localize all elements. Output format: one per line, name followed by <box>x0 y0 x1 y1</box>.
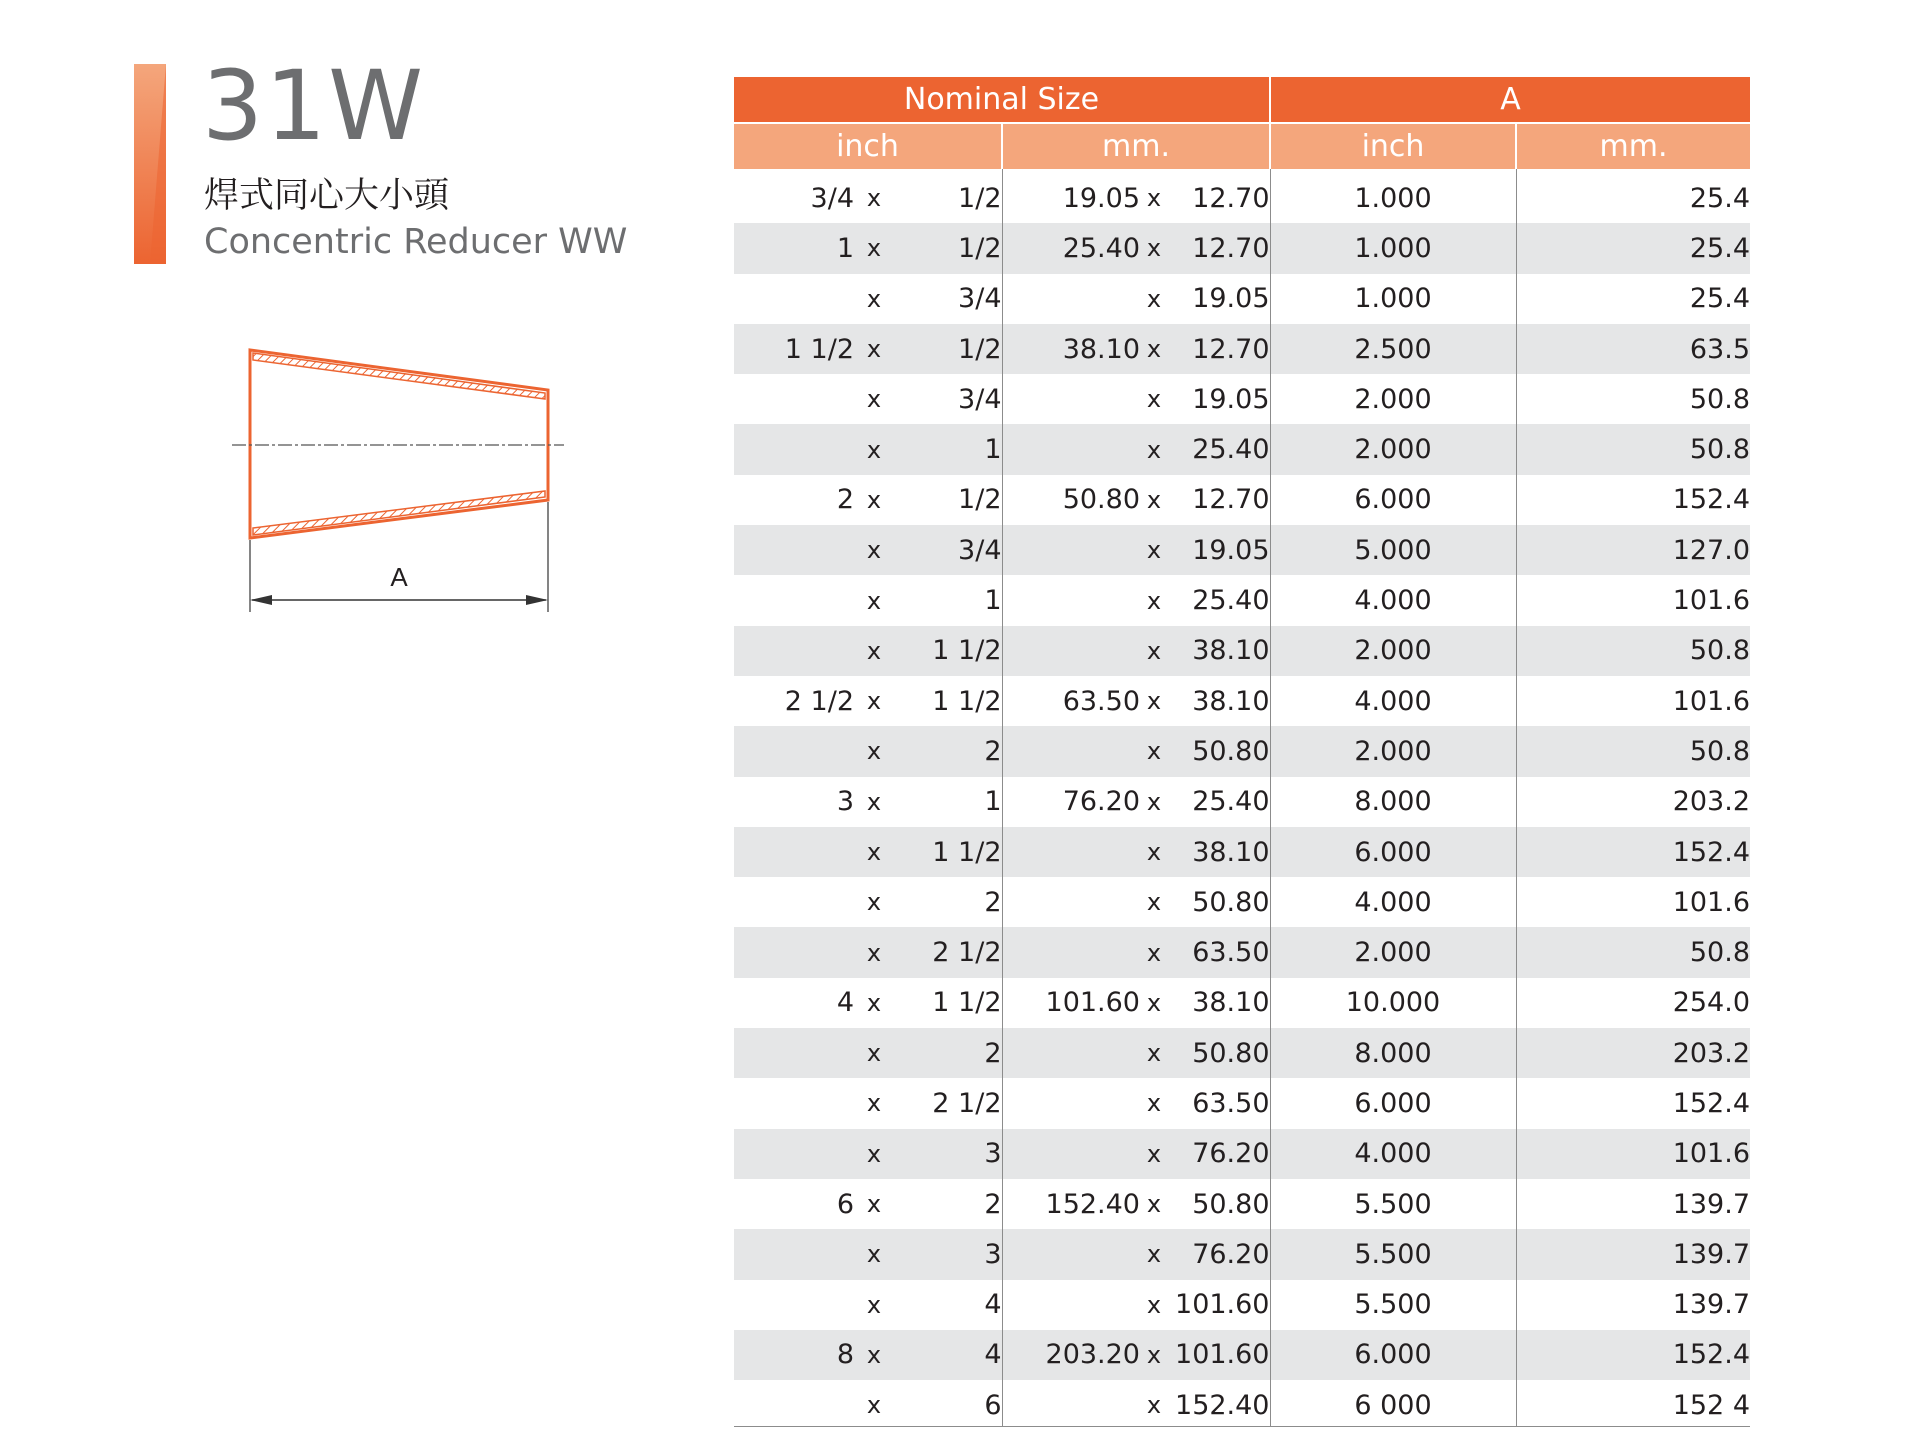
times-sign: x <box>866 1290 882 1319</box>
times-sign: x <box>854 1229 894 1279</box>
nominal-inch-small: 2 1/2 <box>894 1078 1002 1128</box>
nominal-mm-large <box>1002 1229 1140 1279</box>
times-sign: x <box>1140 827 1168 877</box>
table-row <box>734 324 1750 374</box>
length-a-inch: 2.000 <box>1270 927 1516 977</box>
table-row <box>734 1028 1750 1078</box>
nominal-mm-large <box>1002 726 1140 776</box>
table-row <box>734 927 1750 977</box>
length-a-inch: 10.000 <box>1270 978 1516 1028</box>
length-a-inch: 5.500 <box>1270 1280 1516 1330</box>
times-sign: x <box>1146 1290 1162 1319</box>
table-row <box>734 1129 1750 1179</box>
nominal-mm-small: 19.05 <box>1168 374 1270 424</box>
times-sign: x <box>866 1190 882 1219</box>
nominal-inch-large: 3 <box>836 786 854 818</box>
table-row <box>734 1380 1750 1430</box>
times-sign: x <box>866 888 882 917</box>
length-a-inch: 6.000 <box>1270 827 1516 877</box>
table-row <box>734 877 1750 927</box>
length-a-inch: 2.500 <box>1270 324 1516 374</box>
nominal-inch-small: 3 <box>894 1229 1002 1279</box>
times-sign: x <box>1146 787 1162 816</box>
times-sign: x <box>1140 223 1168 273</box>
length-a-mm: 203.2 <box>1672 786 1750 818</box>
nominal-mm-large <box>1002 424 1140 474</box>
table-row <box>734 978 1750 1028</box>
length-a-mm: 63.5 <box>1516 324 1750 374</box>
subheader-nominal-mm: mm. <box>1002 123 1270 169</box>
nominal-inch-large <box>734 1380 854 1430</box>
times-sign: x <box>854 827 894 877</box>
times-sign: x <box>854 324 894 374</box>
nominal-mm-large: 19.05 <box>1062 182 1140 214</box>
nominal-inch-small: 1 1/2 <box>894 676 1002 726</box>
nominal-inch-small: 1 <box>894 424 1002 474</box>
length-a-mm: 139.7 <box>1672 1188 1750 1220</box>
nominal-mm-small: 38.10 <box>1168 978 1270 1028</box>
nominal-mm-small: 76.20 <box>1168 1129 1270 1179</box>
times-sign: x <box>1146 184 1162 213</box>
nominal-mm-small: 38.10 <box>1168 676 1270 726</box>
times-sign: x <box>854 1330 894 1380</box>
nominal-mm-large <box>1002 827 1140 877</box>
nominal-inch-large: 8 <box>734 1330 854 1380</box>
header-a: A <box>1270 77 1750 123</box>
length-a-inch: 6.000 <box>1270 1330 1516 1380</box>
times-sign: x <box>866 485 882 514</box>
table-row <box>734 223 1750 273</box>
dimension-table <box>734 77 1750 1427</box>
times-sign: x <box>1146 687 1162 716</box>
nominal-mm-large <box>1002 374 1140 424</box>
table-row <box>734 1179 1750 1229</box>
length-a-mm: 101.6 <box>1672 886 1750 918</box>
times-sign: x <box>1140 1028 1168 1078</box>
nominal-inch-large <box>734 525 854 575</box>
length-a-mm: 50.8 <box>1516 927 1750 977</box>
length-a-mm: 139.7 <box>1672 1289 1750 1321</box>
times-sign: x <box>866 184 882 213</box>
times-sign: x <box>1140 525 1168 575</box>
table-row <box>734 575 1750 625</box>
length-a-mm: 152.4 <box>1672 484 1750 516</box>
nominal-mm-small: 63.50 <box>1168 927 1270 977</box>
nominal-inch-small: 2 1/2 <box>894 927 1002 977</box>
nominal-mm-small: 50.80 <box>1168 726 1270 776</box>
times-sign: x <box>854 1380 894 1430</box>
nominal-mm-large <box>1002 1078 1140 1128</box>
nominal-inch-large <box>734 1129 854 1179</box>
nominal-inch-large: 3/4 <box>810 182 854 214</box>
times-sign: x <box>1146 988 1162 1017</box>
nominal-mm-large: 25.40 <box>1002 223 1140 273</box>
nominal-mm-small: 38.10 <box>1168 626 1270 676</box>
length-a-inch: 8.000 <box>1270 1028 1516 1078</box>
times-sign: x <box>1146 284 1162 313</box>
product-title-english: Concentric Reducer WW <box>204 222 628 262</box>
length-a-inch: 1.000 <box>1270 223 1516 273</box>
nominal-mm-small: 12.70 <box>1168 173 1270 223</box>
length-a-inch: 6 000 <box>1270 1380 1516 1430</box>
subheader-nominal-inch: inch <box>734 123 1002 169</box>
length-a-mm: 127.0 <box>1516 525 1750 575</box>
nominal-mm-large <box>1002 575 1140 625</box>
nominal-inch-large <box>734 827 854 877</box>
table-row <box>734 676 1750 726</box>
times-sign: x <box>1146 1089 1162 1118</box>
nominal-mm-large <box>1002 927 1140 977</box>
nominal-inch-small: 1 <box>894 777 1002 827</box>
times-sign: x <box>1140 324 1168 374</box>
nominal-inch-small: 1/2 <box>894 173 1002 223</box>
times-sign: x <box>854 726 894 776</box>
nominal-mm-small: 50.80 <box>1168 877 1270 927</box>
nominal-inch-small: 4 <box>894 1330 1002 1380</box>
length-a-inch: 5.500 <box>1270 1179 1516 1229</box>
table-row <box>734 626 1750 676</box>
nominal-inch-small: 2 <box>894 877 1002 927</box>
length-a-mm: 152.4 <box>1672 1087 1750 1119</box>
table-row <box>734 274 1750 324</box>
subheader-a-mm: mm. <box>1516 123 1750 169</box>
dimension-label-a: A <box>390 562 408 592</box>
nominal-mm-large <box>1002 274 1140 324</box>
nominal-inch-small: 1 <box>894 575 1002 625</box>
nominal-inch-large <box>734 374 854 424</box>
product-title-chinese: 焊式同心大小頭 <box>204 176 450 216</box>
nominal-mm-small: 50.80 <box>1168 1028 1270 1078</box>
length-a-inch: 6.000 <box>1270 1078 1516 1128</box>
table-row <box>734 173 1750 223</box>
length-a-inch: 4.000 <box>1270 676 1516 726</box>
nominal-inch-large <box>734 424 854 474</box>
nominal-inch-large <box>734 927 854 977</box>
length-a-mm: 50.8 <box>1516 626 1750 676</box>
subheader-a-inch: inch <box>1270 123 1516 169</box>
nominal-mm-small: 50.80 <box>1168 1179 1270 1229</box>
times-sign: x <box>866 687 882 716</box>
nominal-inch-small: 3/4 <box>894 374 1002 424</box>
times-sign: x <box>1140 1229 1168 1279</box>
nominal-inch-large: 4 <box>836 987 854 1019</box>
title-accent-bar <box>134 64 166 264</box>
nominal-inch-small: 6 <box>894 1380 1002 1430</box>
length-a-inch: 2.000 <box>1270 626 1516 676</box>
times-sign: x <box>1140 1330 1168 1380</box>
nominal-mm-small: 19.05 <box>1168 274 1270 324</box>
length-a-mm: 152 4 <box>1516 1380 1750 1430</box>
times-sign: x <box>1140 424 1168 474</box>
table-row <box>734 1280 1750 1330</box>
length-a-mm: 25.4 <box>1689 182 1750 214</box>
times-sign: x <box>1146 888 1162 917</box>
length-a-mm: 152.4 <box>1516 827 1750 877</box>
nominal-mm-small: 12.70 <box>1168 324 1270 374</box>
length-a-mm: 203.2 <box>1516 1028 1750 1078</box>
nominal-inch-small: 2 <box>894 1179 1002 1229</box>
nominal-inch-small: 1 1/2 <box>894 827 1002 877</box>
reducer-drawing <box>228 330 588 630</box>
nominal-inch-large: 2 1/2 <box>784 685 854 717</box>
nominal-mm-large <box>1002 877 1140 927</box>
times-sign: x <box>866 1089 882 1118</box>
nominal-mm-small: 25.40 <box>1168 575 1270 625</box>
nominal-inch-large: 6 <box>836 1188 854 1220</box>
length-a-inch: 1.000 <box>1270 274 1516 324</box>
nominal-inch-small: 1/2 <box>894 223 1002 273</box>
table-row <box>734 525 1750 575</box>
nominal-inch-large <box>734 726 854 776</box>
length-a-inch: 4.000 <box>1270 1129 1516 1179</box>
length-a-inch: 2.000 <box>1270 374 1516 424</box>
times-sign: x <box>854 525 894 575</box>
nominal-mm-large <box>1002 626 1140 676</box>
nominal-mm-small: 152.40 <box>1168 1380 1270 1430</box>
times-sign: x <box>1140 726 1168 776</box>
nominal-mm-small: 25.40 <box>1168 424 1270 474</box>
nominal-inch-large <box>734 274 854 324</box>
length-a-inch: 1.000 <box>1270 173 1516 223</box>
nominal-inch-large <box>734 1280 854 1330</box>
table-row <box>734 726 1750 776</box>
nominal-mm-small: 76.20 <box>1168 1229 1270 1279</box>
times-sign: x <box>854 927 894 977</box>
reducer-wall-top <box>253 353 545 399</box>
nominal-mm-small: 101.60 <box>1168 1330 1270 1380</box>
nominal-inch-large <box>734 1229 854 1279</box>
nominal-mm-small: 63.50 <box>1168 1078 1270 1128</box>
times-sign: x <box>854 424 894 474</box>
length-a-mm: 101.6 <box>1516 1129 1750 1179</box>
nominal-mm-large: 63.50 <box>1062 685 1140 717</box>
length-a-inch: 2.000 <box>1270 726 1516 776</box>
times-sign: x <box>866 787 882 816</box>
reducer-wall-bottom <box>253 491 545 535</box>
length-a-mm: 254.0 <box>1672 987 1750 1019</box>
nominal-mm-small: 12.70 <box>1168 475 1270 525</box>
length-a-inch: 4.000 <box>1270 877 1516 927</box>
times-sign: x <box>866 586 882 615</box>
nominal-mm-small: 38.10 <box>1168 827 1270 877</box>
length-a-mm: 25.4 <box>1689 283 1750 315</box>
table-row <box>734 827 1750 877</box>
nominal-mm-small: 12.70 <box>1168 223 1270 273</box>
nominal-mm-small: 19.05 <box>1168 525 1270 575</box>
times-sign: x <box>866 385 882 414</box>
nominal-inch-large <box>734 1078 854 1128</box>
nominal-inch-small: 1 1/2 <box>894 626 1002 676</box>
nominal-mm-large: 101.60 <box>1045 987 1140 1019</box>
times-sign: x <box>854 223 894 273</box>
table-row <box>734 374 1750 424</box>
length-a-inch: 5.000 <box>1270 525 1516 575</box>
nominal-inch-small: 3 <box>894 1129 1002 1179</box>
nominal-inch-small: 1 1/2 <box>894 978 1002 1028</box>
table-row <box>734 777 1750 827</box>
nominal-inch-large <box>734 877 854 927</box>
nominal-inch-small: 1/2 <box>894 324 1002 374</box>
length-a-inch: 2.000 <box>1270 424 1516 474</box>
length-a-mm: 50.8 <box>1516 726 1750 776</box>
times-sign: x <box>854 626 894 676</box>
table-row <box>734 1078 1750 1128</box>
nominal-mm-large: 76.20 <box>1062 786 1140 818</box>
nominal-mm-large <box>1002 1280 1140 1330</box>
nominal-mm-small: 25.40 <box>1168 777 1270 827</box>
nominal-inch-small: 2 <box>894 1028 1002 1078</box>
header-nominal-size: Nominal Size <box>734 77 1270 123</box>
times-sign: x <box>1140 1380 1168 1430</box>
table-row <box>734 475 1750 525</box>
times-sign: x <box>1146 586 1162 615</box>
nominal-mm-small: 101.60 <box>1168 1280 1270 1330</box>
length-a-mm: 101.6 <box>1672 685 1750 717</box>
times-sign: x <box>866 988 882 1017</box>
length-a-mm: 50.8 <box>1689 383 1750 415</box>
nominal-inch-small: 3/4 <box>894 525 1002 575</box>
times-sign: x <box>1140 626 1168 676</box>
length-a-mm: 152.4 <box>1516 1330 1750 1380</box>
times-sign: x <box>866 284 882 313</box>
nominal-inch-small: 1/2 <box>894 475 1002 525</box>
length-a-inch: 4.000 <box>1270 575 1516 625</box>
nominal-mm-large: 152.40 <box>1045 1188 1140 1220</box>
nominal-mm-large <box>1002 525 1140 575</box>
length-a-mm: 139.7 <box>1516 1229 1750 1279</box>
times-sign: x <box>854 1028 894 1078</box>
times-sign: x <box>1146 485 1162 514</box>
nominal-inch-large: 2 <box>836 484 854 516</box>
times-sign: x <box>1146 385 1162 414</box>
table-row <box>734 424 1750 474</box>
nominal-inch-large: 1 <box>734 223 854 273</box>
nominal-inch-small: 3/4 <box>894 274 1002 324</box>
nominal-inch-large <box>734 626 854 676</box>
times-sign: x <box>1140 927 1168 977</box>
nominal-mm-large: 38.10 <box>1002 324 1140 374</box>
nominal-mm-large: 50.80 <box>1062 484 1140 516</box>
nominal-mm-large: 203.20 <box>1002 1330 1140 1380</box>
length-a-mm: 25.4 <box>1516 223 1750 273</box>
length-a-inch: 6.000 <box>1270 475 1516 525</box>
table-row <box>734 1330 1750 1380</box>
nominal-mm-large <box>1002 1028 1140 1078</box>
nominal-inch-small: 2 <box>894 726 1002 776</box>
table-row <box>734 1229 1750 1279</box>
nominal-inch-small: 4 <box>894 1280 1002 1330</box>
length-a-inch: 5.500 <box>1270 1229 1516 1279</box>
product-code: 31W <box>202 50 426 162</box>
length-a-inch: 8.000 <box>1270 777 1516 827</box>
nominal-inch-large: 1 1/2 <box>734 324 854 374</box>
times-sign: x <box>1146 1190 1162 1219</box>
times-sign: x <box>1140 1129 1168 1179</box>
nominal-inch-large <box>734 1028 854 1078</box>
nominal-mm-large <box>1002 1380 1140 1430</box>
table-body <box>734 173 1750 1430</box>
length-a-mm: 101.6 <box>1672 585 1750 617</box>
nominal-mm-large <box>1002 1129 1140 1179</box>
nominal-inch-large <box>734 575 854 625</box>
length-a-mm: 50.8 <box>1516 424 1750 474</box>
times-sign: x <box>854 1129 894 1179</box>
